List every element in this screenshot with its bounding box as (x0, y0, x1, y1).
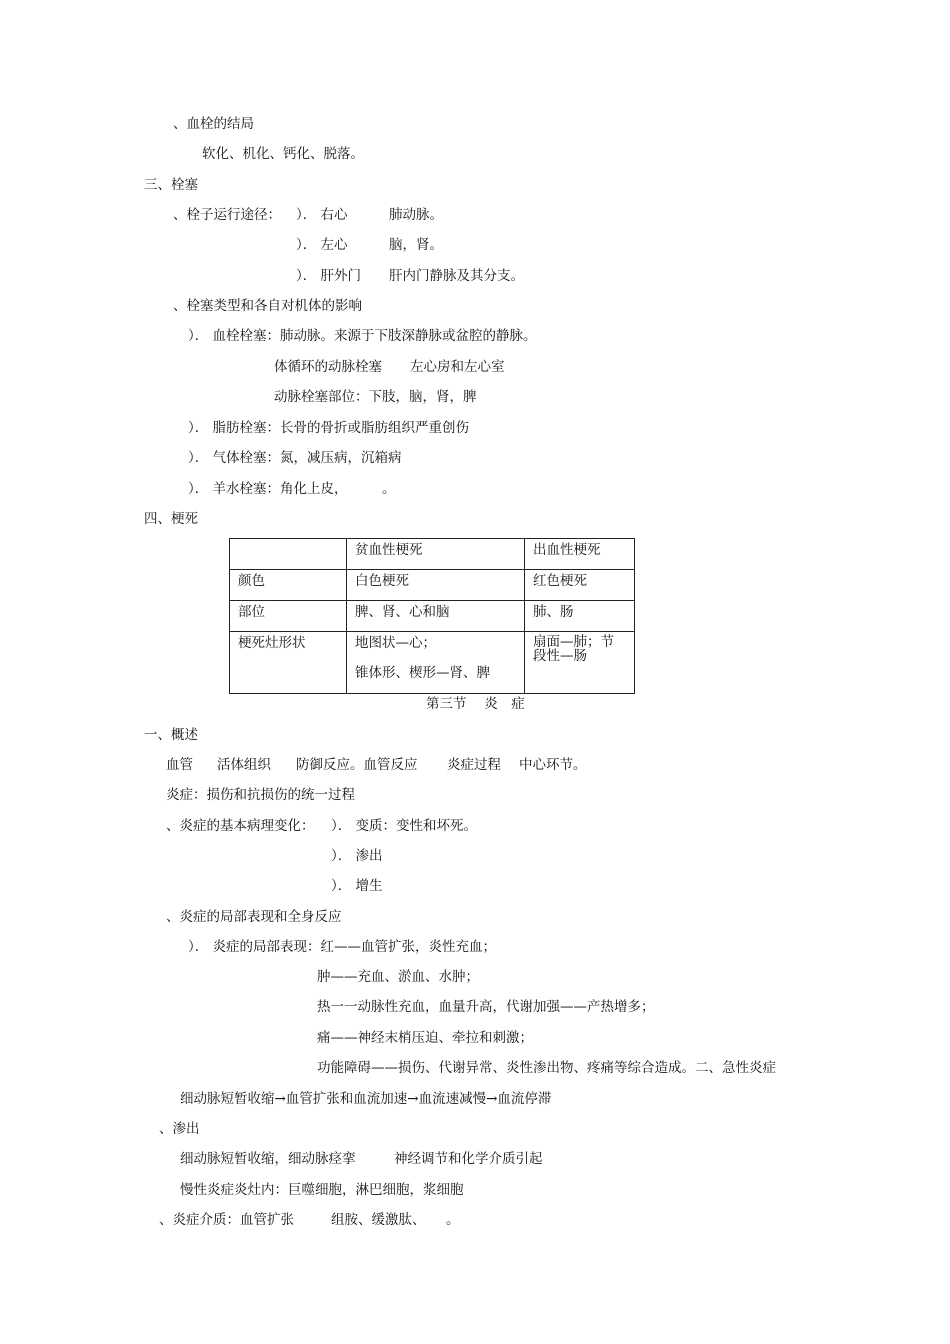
text-line: 体循环的动脉栓塞 (274, 359, 382, 375)
table-cell (525, 632, 635, 694)
table-cell: 梗死灶形状 (230, 632, 347, 694)
text-line: ）． 血栓栓塞：肺动脉。来源于下肢深静脉或盆腔的静脉。 (188, 328, 537, 344)
table-row (230, 632, 635, 694)
text-line: ）． 炎症的局部表现：红——血管扩张，炎性充血； (188, 939, 497, 955)
text-line: 细动脉短暂收缩→血管扩张和血流加速→血流速减慢→血流停滞 (180, 1091, 552, 1107)
text-line: 肝内门静脉及其分支。 (389, 268, 524, 284)
table-header-row (230, 539, 635, 570)
text-line: 炎症：损伤和抗损伤的统一过程 (166, 787, 355, 803)
table-row (230, 601, 635, 632)
text-line: ）． 脂肪栓塞：长骨的骨折或脂肪组织严重创伤 (188, 420, 470, 436)
text-line: 热一一动脉性充血，血量升高，代谢加强——产热增多； (317, 999, 655, 1015)
table-cell: 脾、肾、心和脑 (347, 601, 525, 632)
text-line: ）． 羊水栓塞：角化上皮， (188, 481, 348, 497)
infarct-comparison-table (229, 538, 635, 694)
table-header-cell (230, 539, 347, 570)
table-cell: 红色梗死 (525, 570, 635, 601)
text-line: 肿——充血、淤血、水肿； (317, 969, 479, 985)
text-line: 、血栓的结局 (173, 116, 254, 132)
cell-line: 扇面—肺；节 (533, 634, 614, 650)
section-title: 第三节 炎 症 (426, 696, 525, 712)
text-line: 慢性炎症炎灶内：巨噬细胞，淋巴细胞，浆细胞 (180, 1182, 464, 1198)
text-line: 软化、机化、钙化、脱落。 (202, 146, 364, 162)
text-line: 、渗出 (159, 1121, 200, 1137)
table-header-cell: 贫血性梗死 (347, 539, 525, 570)
text-line: 肺动脉。 (389, 207, 443, 223)
section-heading: 一、概述 (144, 727, 198, 743)
text-line: ）． 右心 (296, 207, 348, 223)
text-line: 细动脉短暂收缩，细动脉痉挛 (180, 1151, 356, 1167)
text-line: ）． 增生 (331, 878, 383, 894)
table-cell: 肺、肠 (525, 601, 635, 632)
table-cell (347, 632, 525, 694)
table-row (230, 570, 635, 601)
text-line: 左心房和左心室 (410, 359, 505, 375)
section-heading: 三、栓塞 (144, 177, 198, 193)
text-line: 组胺、缓激肽、 (331, 1212, 426, 1228)
cell-line: 地图状—心； (355, 635, 436, 651)
text-line: ）． 气体栓塞：氮，减压病，沉箱病 (188, 450, 402, 466)
text-line: ）． 肝外门 (296, 268, 362, 284)
table-cell: 颜色 (230, 570, 347, 601)
text-line: 炎症过程 (447, 757, 501, 773)
cell-line: 段性—肠 (533, 648, 587, 664)
text-line: ）． 左心 (296, 237, 348, 253)
text-line: 功能障碍——损伤、代谢异常、炎性渗出物、疼痛等综合造成。二、急性炎症 (317, 1060, 776, 1076)
text-line: 痛——神经末梢压迫、牵拉和刺激； (317, 1030, 533, 1046)
text-line: 活体组织 (217, 757, 271, 773)
text-line: 动脉栓塞部位：下肢，脑，肾，脾 (274, 389, 477, 405)
text-line: 。 (446, 1212, 460, 1228)
text-line: 、炎症介质：血管扩张 (159, 1212, 294, 1228)
text-line: 。 (382, 481, 396, 497)
text-line: 脑，肾。 (389, 237, 443, 253)
text-line: ）． 变质：变性和坏死。 (331, 818, 478, 834)
text-line: 、炎症的局部表现和全身反应 (166, 909, 342, 925)
text-line: 血管 (166, 757, 193, 773)
text-line: 防御反应。血管反应 (296, 757, 418, 773)
section-heading: 四、梗死 (144, 511, 198, 527)
text-line: 神经调节和化学介质引起 (394, 1151, 543, 1167)
text-line: ）． 渗出 (331, 848, 383, 864)
table-header-cell: 出血性梗死 (525, 539, 635, 570)
table-cell: 部位 (230, 601, 347, 632)
text-line: 、栓塞类型和各自对机体的影响 (173, 298, 362, 314)
table-cell: 白色梗死 (347, 570, 525, 601)
text-line: 中心环节。 (519, 757, 587, 773)
text-line: 、炎症的基本病理变化： (166, 818, 315, 834)
cell-line: 锥体形、楔形—肾、脾 (355, 665, 490, 681)
text-line: 、栓子运行途径： (173, 207, 281, 223)
